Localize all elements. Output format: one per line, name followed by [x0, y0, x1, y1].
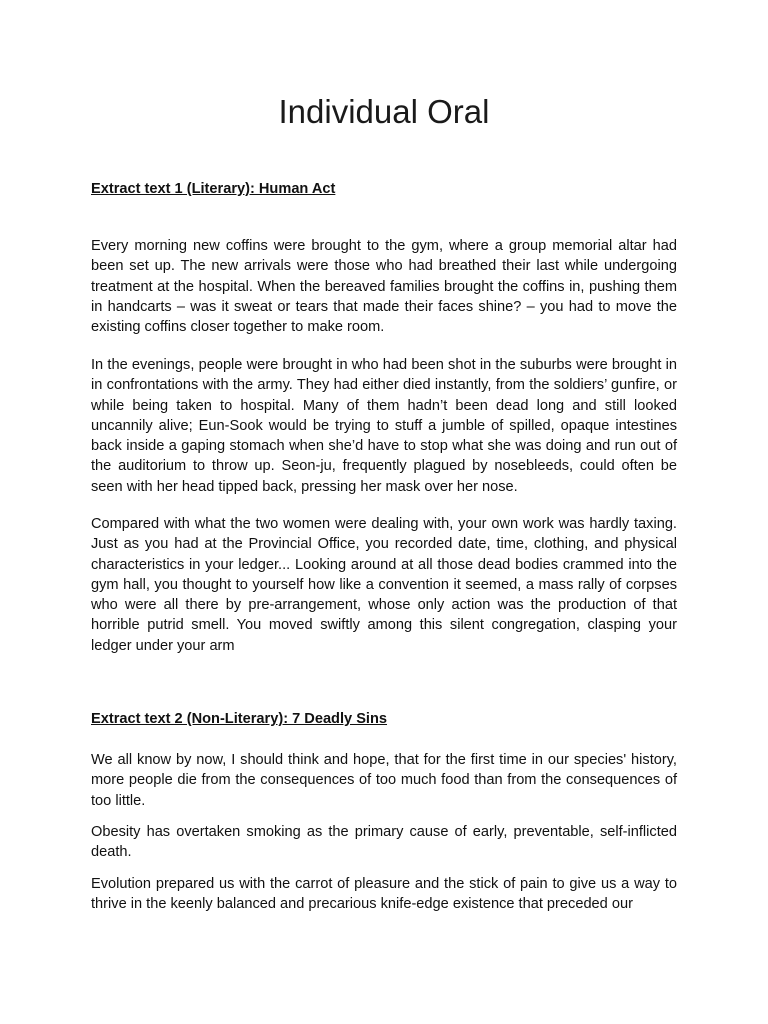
extract1-heading: Extract text 1 (Literary): Human Act [91, 181, 336, 197]
extract2-paragraph-1: We all know by now, I should think and hope, that for the first time in our species' history, more people die from the consequences of too much food than from the consequences of too little. [91, 752, 677, 809]
extract2-paragraph-3: Evolution prepared us with the carrot of pleasure and the stick of pain to give us a way to thrive in the keenly balanced and precarious knife-edge existence that preceded our [91, 876, 677, 913]
extract1-paragraph-1: Every morning new coffins were brought to the gym, where a group memorial altar had been set up. The new arrivals were those who had breathed their last while undergoing treatment at the hospital. When the bereaved families brought the coffins in, pushing them in handcarts – was it sweat or tears that made their faces shine? – you had to move the existing coffins closer together to make room. [91, 238, 677, 336]
extract2-heading: Extract text 2 (Non-Literary): 7 Deadly Sins [91, 711, 388, 727]
document-title: Individual Oral [278, 93, 490, 130]
extract1-paragraph-2: In the evenings, people were brought in who had been shot in the suburbs were brought in in confrontations with the army. They had either died instantly, from the soldiers’ gunfire, or while being taken to hospital. Many of them hadn’t been dead long and still looked uncannily alive; Eun-Sook would be trying to stuff a jumble of spilled, opaque intestines back inside a gaping stomach when she’d have to stop what she was doing and run out of the auditorium to throw up. Seon-ju, frequently plagued by nosebleeds, could often be seen with her head tipped back, pressing her mask over her nose. [91, 357, 677, 495]
extract2-paragraph-2: Obesity has overtaken smoking as the primary cause of early, preventable, self-inflicted death. [91, 824, 677, 861]
extract1-paragraph-3: Compared with what the two women were dealing with, your own work was hardly taxing. Just as you had at the Provincial Office, you recorded date, time, clothing, and physical characteristics in your ledger... Looking around at all those dead bodies crammed into the gym hall, you thought to yourself how like a convention it seemed, a mass rally of corpses who were all there by pre-arrangement, whose only action was the production of that horrible putrid smell. You moved swiftly among this silent congregation, clasping your ledger under your arm [91, 516, 677, 654]
